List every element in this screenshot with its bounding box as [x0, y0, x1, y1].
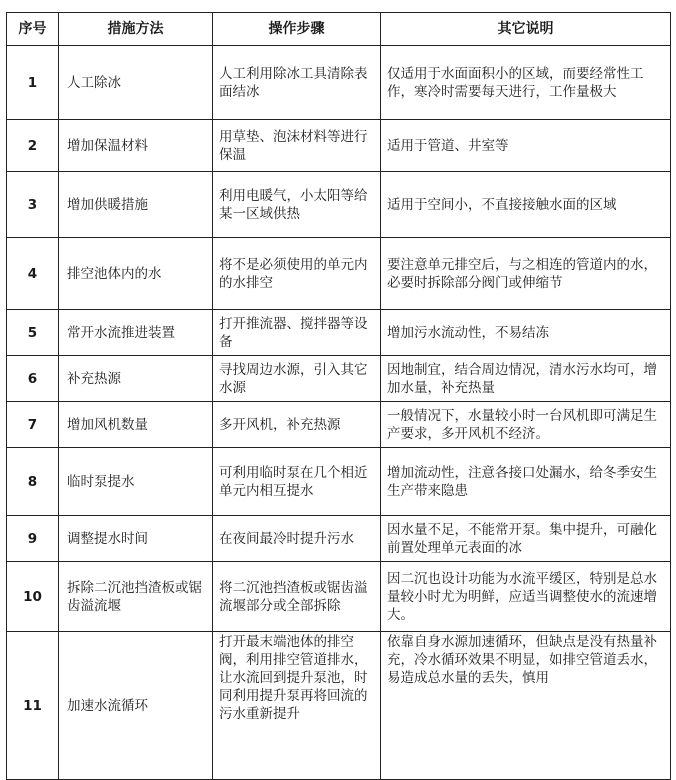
- row-notes: 增加流动性，注意各接口处漏水，给冬季安生生产带来隐患: [381, 448, 671, 516]
- table-row: [7, 516, 671, 562]
- table-row: [7, 448, 671, 516]
- row-number: 8: [7, 448, 59, 516]
- table-row: [7, 238, 671, 310]
- row-number: 7: [7, 402, 59, 448]
- row-notes: 因水量不足，不能常开泵。集中提升，可融化前置处理单元表面的冰: [381, 516, 671, 562]
- row-notes: 因地制宜，结合周边情况，清水污水均可，增加水量，补充热量: [381, 356, 671, 402]
- table-row: [7, 356, 671, 402]
- row-steps: 多开风机，补充热源: [213, 402, 381, 448]
- header-notes: 其它说明: [381, 13, 671, 46]
- row-number: 10: [7, 562, 59, 632]
- row-notes: 适用于管道、井室等: [381, 120, 671, 172]
- row-steps: 将不是必须使用的单元内的水排空: [213, 238, 381, 310]
- row-steps: 用草垫、泡沫材料等进行保温: [213, 120, 381, 172]
- measures-table: [6, 12, 671, 780]
- table-row: [7, 310, 671, 356]
- row-number: 2: [7, 120, 59, 172]
- table-row: [7, 172, 671, 238]
- table-row: [7, 120, 671, 172]
- row-steps: 人工利用除冰工具清除表面结冰: [213, 46, 381, 120]
- row-steps: 寻找周边水源，引入其它水源: [213, 356, 381, 402]
- row-number: 6: [7, 356, 59, 402]
- row-steps: 打开最末端池体的排空阀，利用排空管道排水，让水流回到提升泵池，时同利用提升泵再将回流的污水重新提升: [213, 632, 381, 780]
- row-method: 人工除冰: [59, 46, 213, 120]
- row-steps: 利用电暖气，小太阳等给某一区域供热: [213, 172, 381, 238]
- header-steps: 操作步骤: [213, 13, 381, 46]
- row-notes: 适用于空间小，不直接接触水面的区域: [381, 172, 671, 238]
- row-method: 临时泵提水: [59, 448, 213, 516]
- table-row: [7, 632, 671, 780]
- row-number: 3: [7, 172, 59, 238]
- row-number: 1: [7, 46, 59, 120]
- row-steps: 打开推流器、搅拌器等设备: [213, 310, 381, 356]
- row-number: 4: [7, 238, 59, 310]
- row-steps: 在夜间最冷时提升污水: [213, 516, 381, 562]
- row-method: 调整提水时间: [59, 516, 213, 562]
- row-number: 11: [7, 632, 59, 780]
- table-row: [7, 46, 671, 120]
- row-method: 拆除二沉池挡渣板或锯齿溢流堰: [59, 562, 213, 632]
- row-number: 5: [7, 310, 59, 356]
- table-header-row: [7, 13, 671, 46]
- row-method: 常开水流推进装置: [59, 310, 213, 356]
- row-notes: 一般情况下，水量较小时一台风机即可满足生产要求，多开风机不经济。: [381, 402, 671, 448]
- row-method: 增加风机数量: [59, 402, 213, 448]
- row-method: 排空池体内的水: [59, 238, 213, 310]
- row-notes: 依靠自身水源加速循环，但缺点是没有热量补充，冷水循环效果不明显，如排空管道丢水，易造成总水量的丢失，慎用: [381, 632, 671, 780]
- measures-table-container: [6, 12, 670, 780]
- row-steps: 可利用临时泵在几个相近单元内相互提水: [213, 448, 381, 516]
- row-notes: 增加污水流动性，不易结冻: [381, 310, 671, 356]
- row-method: 增加保温材料: [59, 120, 213, 172]
- row-notes: 仅适用于水面面积小的区域，而要经常性工作，寒冷时需要每天进行，工作量极大: [381, 46, 671, 120]
- row-notes: 因二沉也设计功能为水流平缓区，特别是总水量较小时尤为明鲜，应适当调整使水的流速增大。: [381, 562, 671, 632]
- header-method: 措施方法: [59, 13, 213, 46]
- row-method: 补充热源: [59, 356, 213, 402]
- header-no: 序号: [7, 13, 59, 46]
- row-number: 9: [7, 516, 59, 562]
- row-steps: 将二沉池挡渣板或锯齿溢流堰部分或全部拆除: [213, 562, 381, 632]
- row-method: 增加供暖措施: [59, 172, 213, 238]
- row-notes: 要注意单元排空后，与之相连的管道内的水，必要时拆除部分阀门或伸缩节: [381, 238, 671, 310]
- row-method: 加速水流循环: [59, 632, 213, 780]
- table-row: [7, 402, 671, 448]
- table-row: [7, 562, 671, 632]
